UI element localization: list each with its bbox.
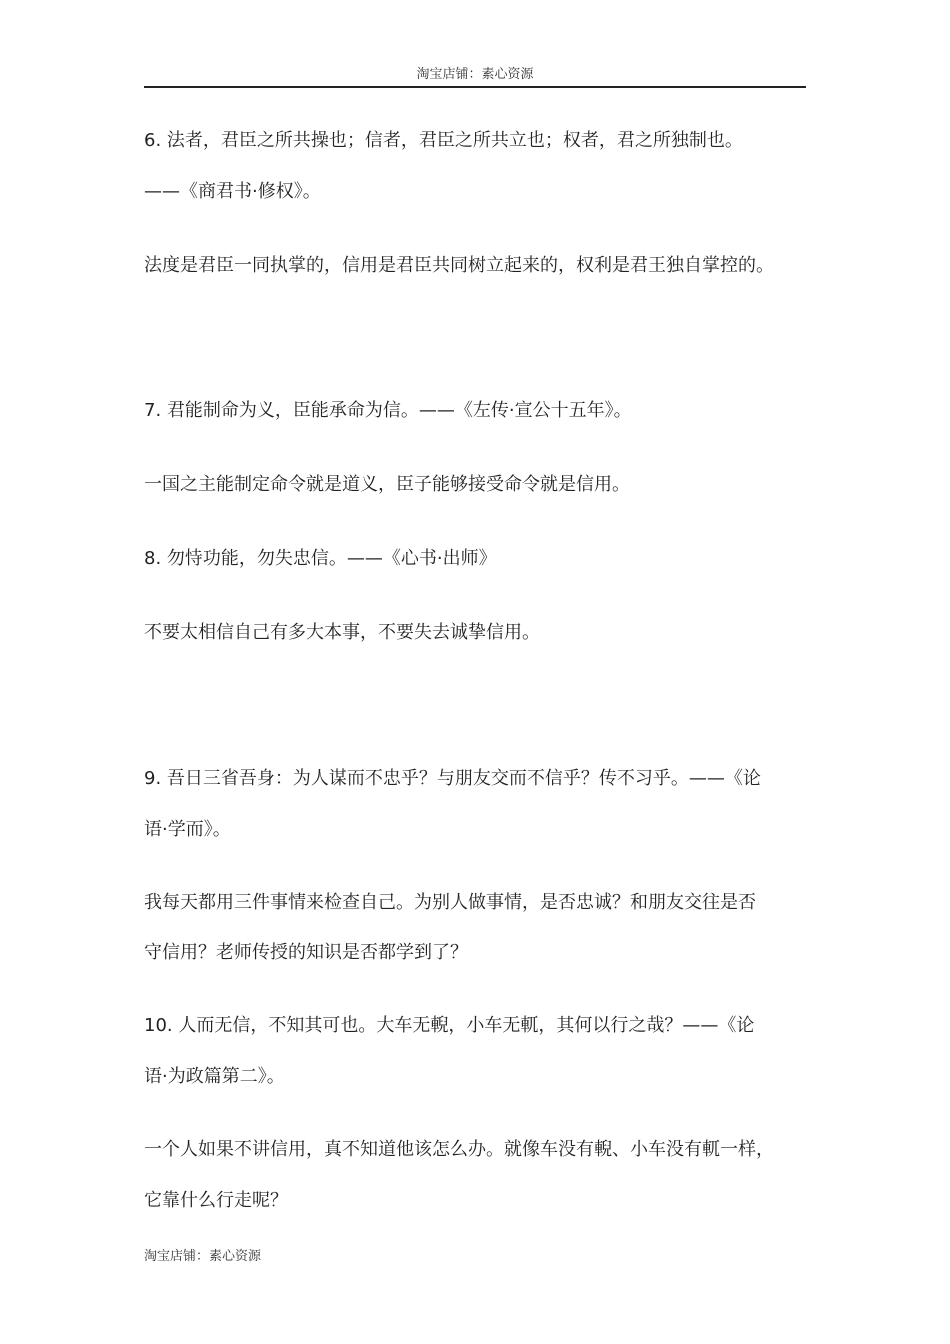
translation-6-line-1: 法度是君臣一同执掌的，信用是君臣共同树立起来的，权利是君王独自掌控的。 bbox=[144, 255, 774, 276]
translation-10-line-2: 它靠什么行走呢？ bbox=[144, 1190, 288, 1211]
quote-10-line-2: 语·为政篇第二》。 bbox=[144, 1066, 285, 1087]
header-divider bbox=[144, 86, 806, 88]
translation-8-line-1: 不要太相信自己有多大本事，不要失去诚挚信用。 bbox=[144, 622, 540, 643]
translation-10-line-1: 一个人如果不讲信用，真不知道他该怎么办。就像车没有輗、小车没有軏一样， bbox=[144, 1139, 774, 1160]
page-footer: 淘宝店铺：素心资源 bbox=[144, 1249, 262, 1264]
quote-8-line-1: 8. 勿恃功能，勿失忠信。——《心书·出师》 bbox=[144, 548, 497, 569]
quote-9-line-2: 语·学而》。 bbox=[144, 819, 231, 840]
quote-7-line-1: 7. 君能制命为义，臣能承命为信。——《左传·宣公十五年》。 bbox=[144, 400, 632, 421]
quote-6-line-1: 6. 法者，君臣之所共操也；信者，君臣之所共立也；权者，君之所独制也。 bbox=[144, 130, 743, 151]
quote-9-line-1: 9. 吾日三省吾身：为人谋而不忠乎？与朋友交而不信乎？传不习乎。——《论 bbox=[144, 768, 761, 789]
quote-6-line-2: ——《商君书·修权》。 bbox=[144, 181, 321, 202]
translation-9-line-1: 我每天都用三件事情来检查自己。为别人做事情，是否忠诚？和朋友交往是否 bbox=[144, 892, 756, 913]
translation-9-line-2: 守信用？老师传授的知识是否都学到了？ bbox=[144, 942, 468, 963]
quote-10-line-1: 10. 人而无信，不知其可也。大车无輗，小车无軏，其何以行之哉？——《论 bbox=[144, 1015, 755, 1036]
page-header: 淘宝店铺：素心资源 bbox=[416, 67, 534, 82]
translation-7-line-1: 一国之主能制定命令就是道义，臣子能够接受命令就是信用。 bbox=[144, 474, 630, 495]
